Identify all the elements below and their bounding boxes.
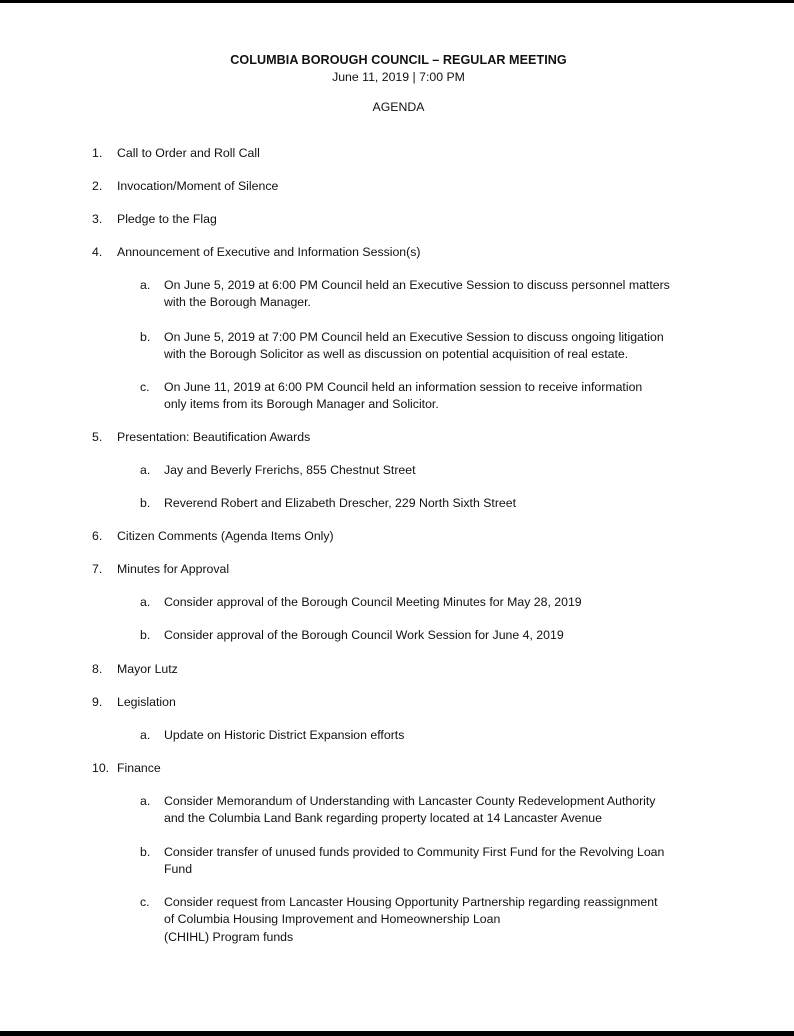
item-text: Announcement of Executive and Information Session(s) (117, 245, 421, 259)
item-number: 1. (92, 146, 103, 160)
subitem-letter: a. (140, 463, 151, 477)
item-number: 5. (92, 430, 103, 444)
meeting-date-time: June 11, 2019 | 7:00 PM (332, 70, 465, 84)
meeting-title: COLUMBIA BOROUGH COUNCIL – REGULAR MEETING (230, 53, 567, 67)
item-text: Call to Order and Roll Call (117, 146, 260, 160)
subitem-text: On June 5, 2019 at 7:00 PM Council held an Executive Session to discuss ongoing litigation with the Borough Solicitor as well as discussion on potential acquisition of real estate. (164, 330, 664, 362)
subitem-letter: c. (140, 380, 150, 394)
item-number: 8. (92, 662, 103, 676)
subitem-text: On June 11, 2019 at 6:00 PM Council held an information session to receive information only items from its Borough Manager and Solicitor. (164, 380, 643, 412)
item-text: Legislation (117, 695, 176, 709)
agenda-header (0, 52, 794, 115)
page-top-edge (0, 0, 794, 3)
item-text: Presentation: Beautification Awards (117, 430, 311, 444)
subitem-text: Jay and Beverly Frerichs, 855 Chestnut Street (164, 463, 416, 477)
item-number: 3. (92, 212, 103, 226)
item-number: 2. (92, 179, 103, 193)
subitem-text: Consider approval of the Borough Council Work Session for June 4, 2019 (164, 628, 564, 642)
item-text: Minutes for Approval (117, 562, 230, 576)
subitem-letter: a. (140, 595, 151, 609)
subitem-text: Consider transfer of unused funds provided to Community First Fund for the Revolving Loan Fund (164, 845, 665, 877)
item-text: Citizen Comments (Agenda Items Only) (117, 529, 334, 543)
subitem-letter: b. (140, 330, 151, 344)
subitem-text: Consider approval of the Borough Council Meeting Minutes for May 28, 2019 (164, 595, 582, 609)
agenda-label: AGENDA (372, 100, 425, 114)
subitem-letter: a. (140, 794, 151, 808)
subitem-letter: b. (140, 628, 151, 642)
item-number: 10. (92, 761, 110, 775)
subitem-letter: a. (140, 278, 151, 292)
subitem-letter: c. (140, 895, 150, 909)
item-text: Invocation/Moment of Silence (117, 179, 279, 193)
subitem-text: Consider request from Lancaster Housing Opportunity Partnership regarding reassignment of Columbia Housing Improvement and Homeownership Loan (CHIHL) Program funds (164, 895, 658, 944)
item-number: 4. (92, 245, 103, 259)
subitem-text: On June 5, 2019 at 6:00 PM Council held an Executive Session to discuss personnel matters with the Borough Manager. (164, 278, 670, 310)
subitem-letter: b. (140, 845, 151, 859)
subitem-text: Reverend Robert and Elizabeth Drescher, 229 North Sixth Street (164, 496, 517, 510)
subitem-letter: a. (140, 728, 151, 742)
subitem-text: Update on Historic District Expansion efforts (164, 728, 405, 742)
page-bottom-edge (0, 1031, 794, 1036)
item-number: 9. (92, 695, 103, 709)
subitem-text: Consider Memorandum of Understanding with Lancaster County Redevelopment Authority and the Columbia Land Bank regarding property located at 14 Lancaster Avenue (164, 794, 656, 826)
item-text: Mayor Lutz (117, 662, 178, 676)
item-number: 7. (92, 562, 103, 576)
subitem-letter: b. (140, 496, 151, 510)
item-text: Finance (117, 761, 161, 775)
item-number: 6. (92, 529, 103, 543)
item-text: Pledge to the Flag (117, 212, 217, 226)
